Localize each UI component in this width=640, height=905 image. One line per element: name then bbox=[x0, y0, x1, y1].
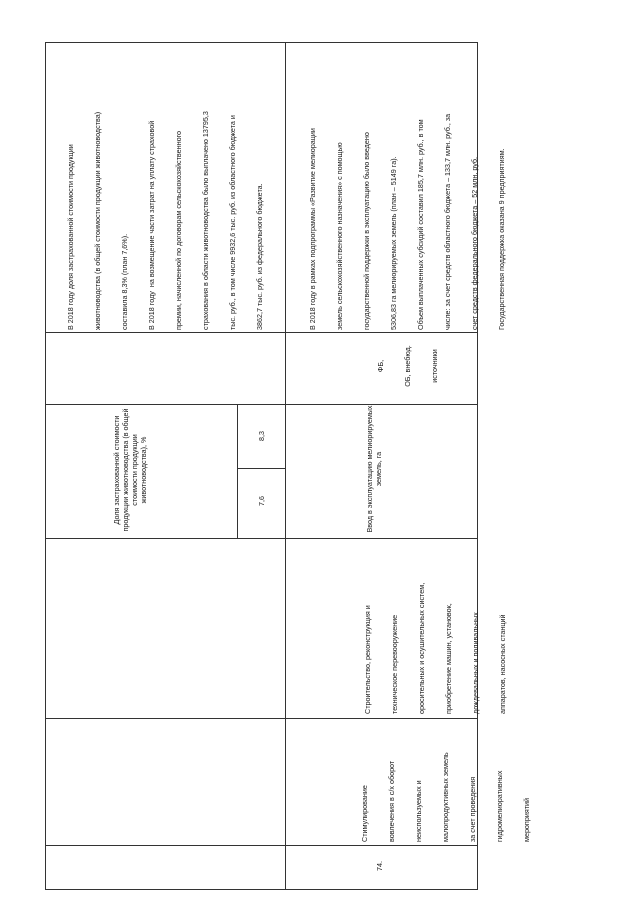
result-line: В 2018 году в рамках подпрограммы «Развитие мелиорации bbox=[308, 128, 317, 330]
measure-line: мероприятий bbox=[522, 797, 531, 842]
activity-line: Строительство, реконструкция и bbox=[363, 605, 372, 714]
column-divider-financing bbox=[45, 404, 477, 405]
indicator-name-melioration: Ввод в эксплуатацию мелиорируемых земель, га bbox=[365, 403, 383, 533]
activity-line: аппаратов, насосных станций bbox=[498, 614, 507, 714]
plan-value: 7,6 bbox=[257, 496, 266, 506]
measure-line: Стимулирование bbox=[360, 785, 369, 842]
result-text-insurance bbox=[48, 44, 282, 330]
measure-line: гидромелиоративных bbox=[495, 770, 504, 842]
measure-line: малопродуктивных земель bbox=[441, 752, 450, 842]
measure-line: вовлечения в с/х оборот bbox=[387, 760, 396, 842]
result-line: составила 8,3% (план 7,6%). bbox=[120, 233, 129, 330]
result-line: земель сельскохозяйственного назначения» с помощью bbox=[335, 142, 344, 330]
result-line: 5306,83 га мелиорируемых земель (план – 5149 га). bbox=[389, 156, 398, 330]
result-line: 3862,7 тыс. руб. из федерального бюджета. bbox=[255, 183, 264, 330]
column-divider-measure bbox=[45, 845, 477, 846]
activity-text bbox=[345, 538, 525, 714]
table-border-top bbox=[45, 42, 477, 43]
activity-line: оросительных и осушительных систем, bbox=[417, 582, 426, 714]
result-line: Объем выплаченных субсидий составил 185,7 млн. руб., в том bbox=[416, 119, 425, 330]
row-number: 74. bbox=[375, 861, 384, 871]
activity-line: дождевальных и поливальных bbox=[471, 612, 480, 714]
activity-line: техническое перевооружение bbox=[390, 614, 399, 714]
financing-line: источники bbox=[430, 349, 439, 383]
activity-line: приобретение машин, установок, bbox=[444, 603, 453, 714]
table-border-bottom bbox=[45, 889, 477, 890]
result-line: животноводства (в общей стоимости продукции животноводства) bbox=[93, 111, 102, 330]
result-line: В 2018 году на возмещение части затрат на уплату страховой bbox=[147, 120, 156, 330]
table-border-left bbox=[45, 42, 46, 890]
financing-line: ОБ, внебюд. bbox=[403, 345, 412, 387]
indicator-subrow-divider bbox=[237, 404, 238, 538]
financing-line: ФБ, bbox=[376, 359, 385, 373]
result-line: В 2018 году доля застрахованной стоимости продукции bbox=[66, 144, 75, 330]
result-line: государственной поддержки в эксплуатацию было введено bbox=[362, 132, 371, 330]
fact-value: 8,3 bbox=[257, 431, 266, 441]
result-text-melioration bbox=[290, 44, 524, 330]
indicator-name-insurance: Доля застрахованной стоимости продукции животноводства (в общей стоимости продукции животноводства), % bbox=[112, 406, 148, 532]
result-line: счет средств федерального бюджета – 52 млн. руб. bbox=[470, 156, 479, 330]
measure-line: неиспользуемых и bbox=[414, 780, 423, 842]
result-line: числе: за счет средств областного бюджета – 133,7 млн. руб., за bbox=[443, 113, 452, 330]
result-line: Государственная поддержка оказана 9 предприятиям. bbox=[497, 148, 506, 330]
measure-text bbox=[342, 718, 549, 842]
result-line: страхования в области животноводства было выплачено 13795,3 bbox=[201, 111, 210, 330]
result-line: премии, начисленной по договорам сельскохозяйственного bbox=[174, 130, 183, 330]
row-divider bbox=[285, 42, 286, 890]
result-line: тыс. руб., в том числе 9932,6 тыс. руб. из областного бюджета и bbox=[228, 115, 237, 330]
measure-line: за счет проведения bbox=[468, 776, 477, 842]
financing-sources bbox=[358, 332, 457, 400]
